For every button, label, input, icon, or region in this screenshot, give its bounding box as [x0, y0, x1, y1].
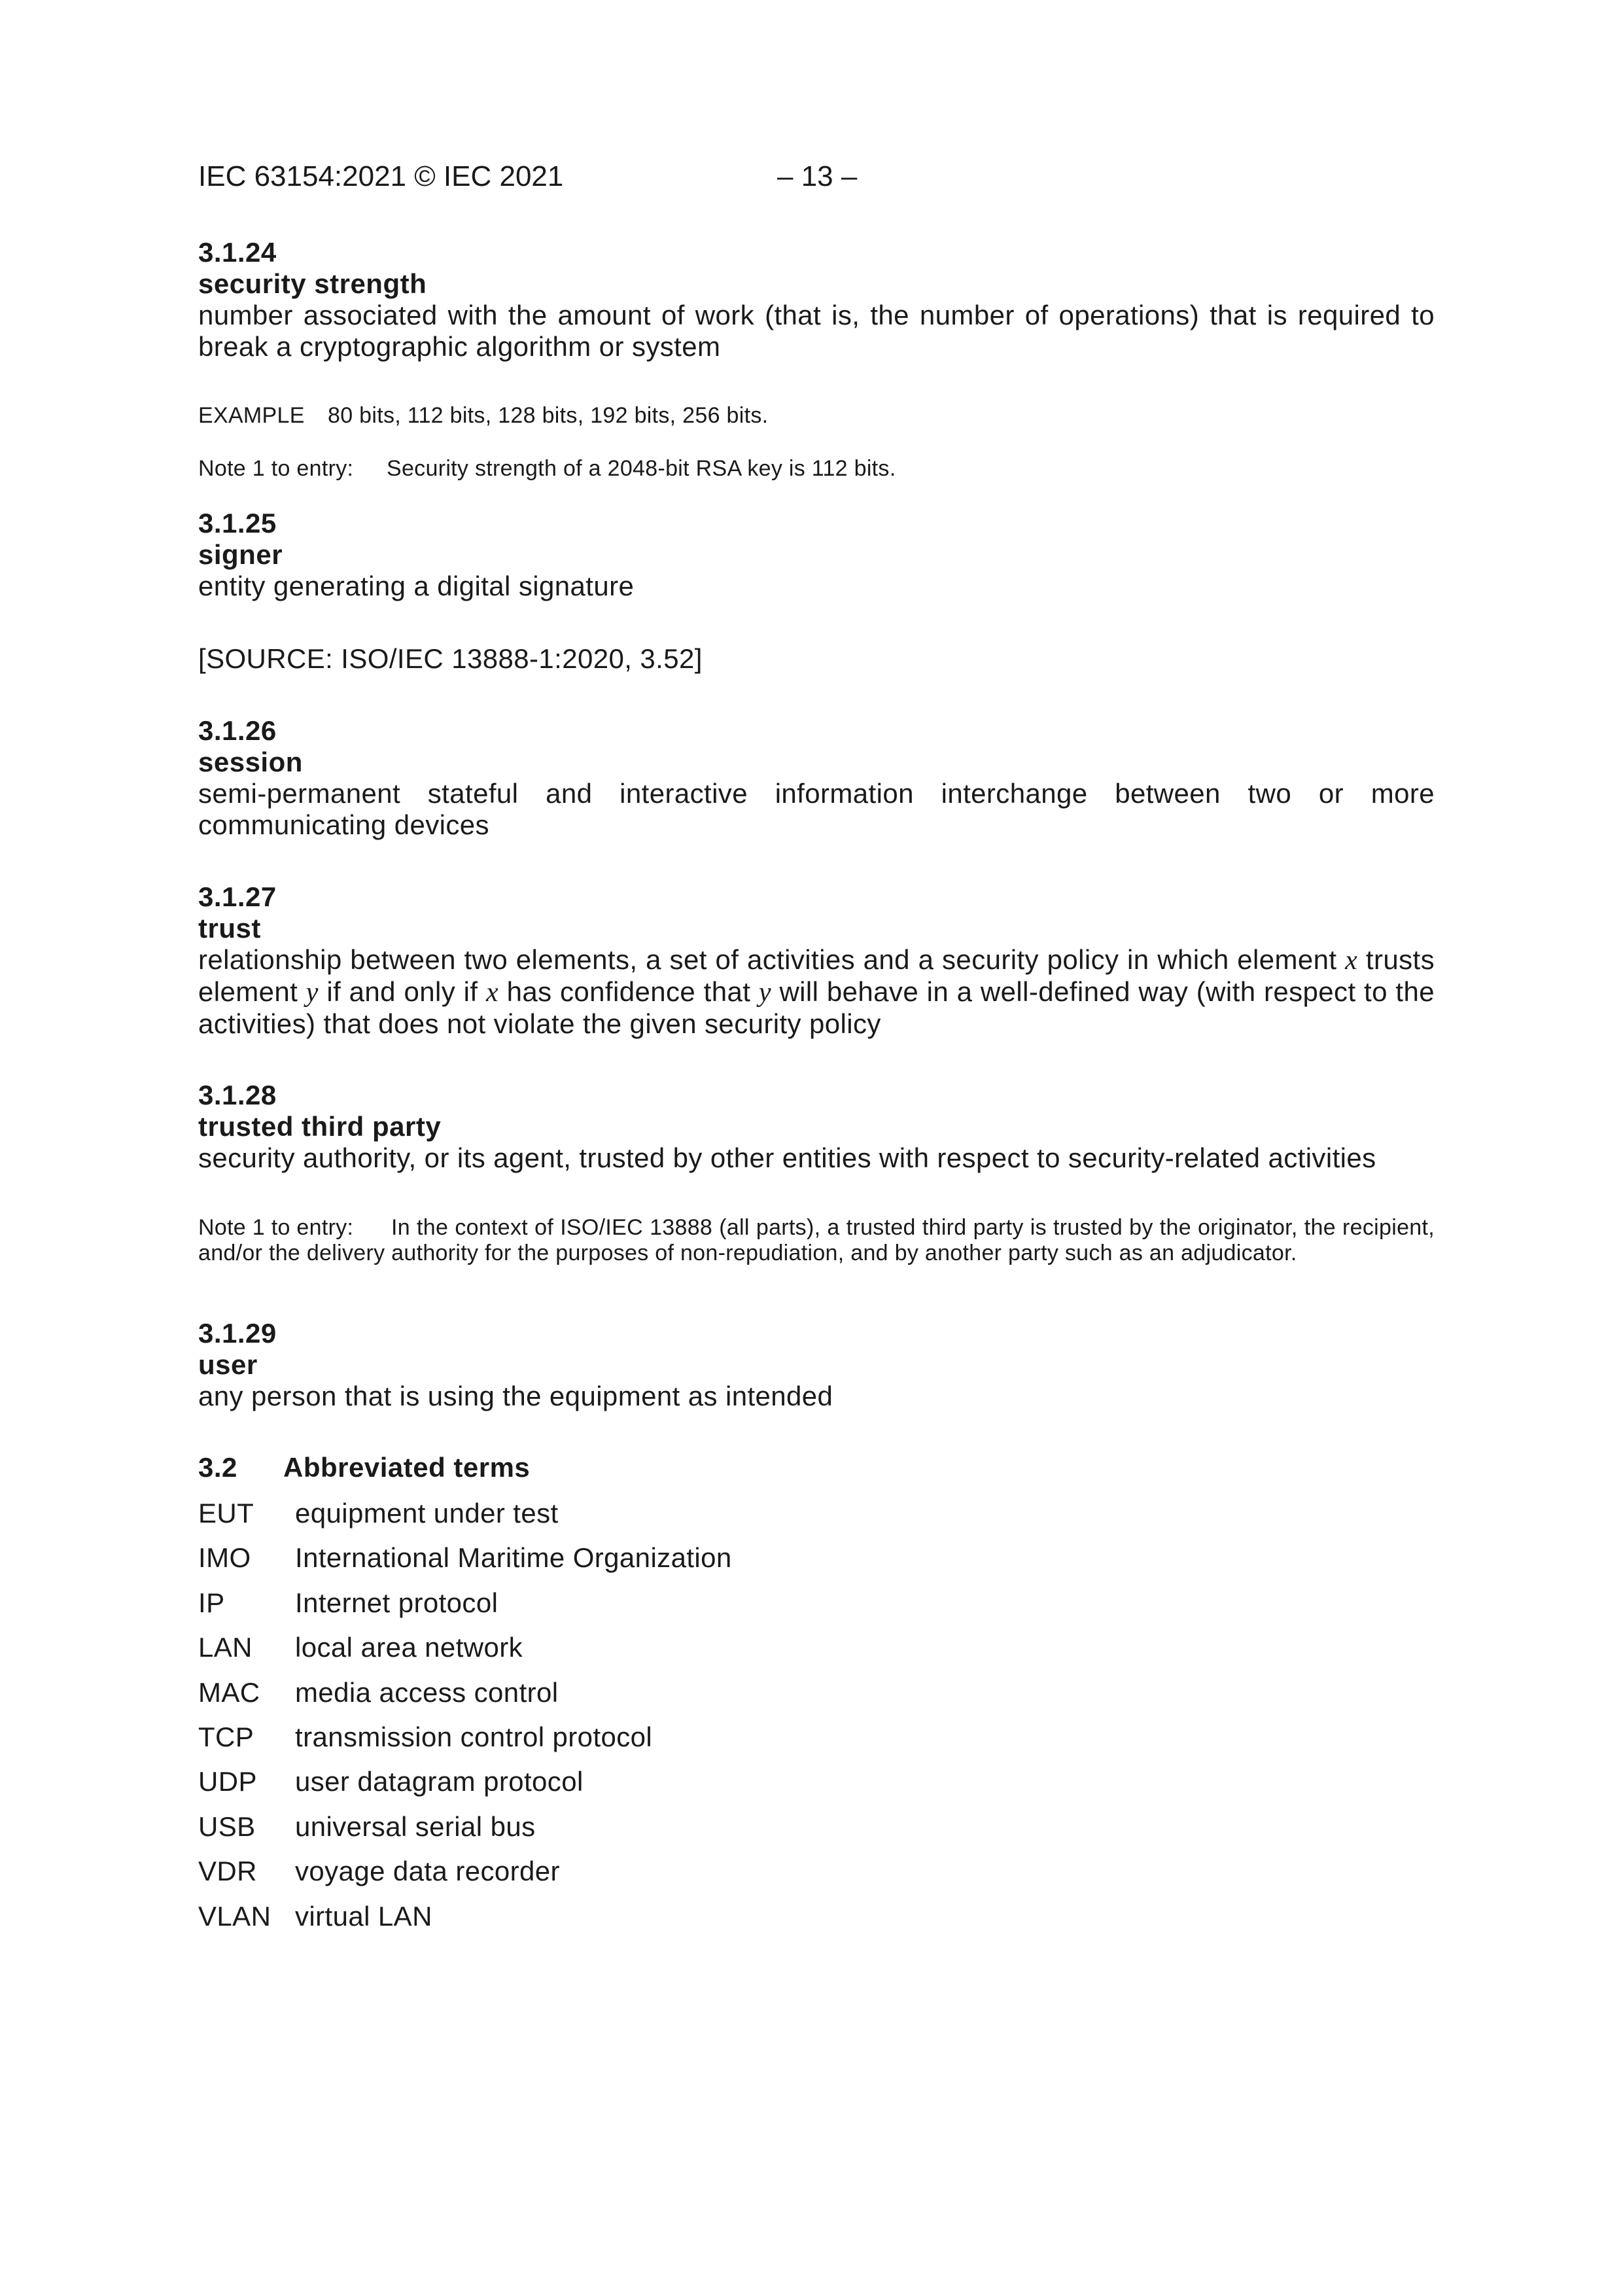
- term-number: 3.1.28: [198, 1080, 277, 1110]
- term-definition: any person that is using the equipment as intended: [198, 1381, 833, 1411]
- note-text: In the context of ISO/IEC 13888 (all parts), a trusted third party is trusted by the originator, the recipient, and/or the delivery authority for the purposes of non-repudiation, and by another party such as an adjudicator.: [198, 1215, 1435, 1265]
- abbreviation-meaning: media access control: [295, 1676, 559, 1708]
- source-reference: [SOURCE: ISO/IEC 13888-1:2020, 3.52]: [198, 643, 703, 674]
- term-entry-3-1-24: [198, 237, 1435, 362]
- abbreviation: VDR: [198, 1856, 257, 1887]
- note-paragraph: [198, 1215, 1435, 1266]
- example-line: [198, 403, 1435, 429]
- abbreviation-meaning: local area network: [295, 1632, 523, 1663]
- variable-x: x: [1345, 945, 1358, 976]
- abbreviation-row: [198, 1677, 732, 1722]
- section-number: 3.2: [198, 1452, 237, 1483]
- term-number: 3.1.29: [198, 1318, 277, 1349]
- term-definition: entity generating a digital signature: [198, 571, 635, 601]
- term-number: 3.1.24: [198, 237, 277, 268]
- abbreviation-meaning: Internet protocol: [295, 1587, 498, 1618]
- page-number: – 13 –: [777, 160, 858, 192]
- abbreviation-row: [198, 1901, 732, 1945]
- abbreviation-row: [198, 1498, 732, 1542]
- example-text: 80 bits, 112 bits, 128 bits, 192 bits, 256 bits.: [328, 403, 769, 428]
- term-name: trust: [198, 913, 261, 944]
- document-page: [198, 0, 1435, 2296]
- term-entry-3-1-25: [198, 508, 1435, 602]
- variable-y: y: [758, 978, 771, 1008]
- abbreviation: LAN: [198, 1632, 253, 1663]
- abbreviation-row: [198, 1632, 732, 1676]
- term-name: user: [198, 1349, 258, 1380]
- term-entry-3-1-29: [198, 1318, 1435, 1412]
- abbreviation-list: [198, 1498, 732, 1945]
- abbreviation: UDP: [198, 1766, 257, 1797]
- term-definition: relationship between two elements, a set of activities and a security policy in which element x trusts element y if and only if x has confidence that y will behave in a well-defined way (with respect to the activities) that does not violate the given security policy: [198, 944, 1435, 1039]
- term-number: 3.1.25: [198, 508, 277, 539]
- abbreviation: USB: [198, 1810, 256, 1842]
- abbreviation-meaning: voyage data recorder: [295, 1856, 560, 1887]
- abbreviation-meaning: equipment under test: [295, 1498, 559, 1528]
- term-definition: number associated with the amount of work (that is, the number of operations) that is required to break a cryptographic algorithm or system: [198, 300, 1435, 362]
- term-number: 3.1.26: [198, 715, 277, 746]
- abbreviation: IMO: [198, 1542, 251, 1574]
- term-name: session: [198, 747, 303, 777]
- abbreviation-meaning: International Maritime Organization: [295, 1542, 732, 1574]
- abbreviation: IP: [198, 1587, 225, 1618]
- note-text: Security strength of a 2048-bit RSA key is 112 bits.: [387, 456, 896, 481]
- abbreviation: TCP: [198, 1721, 254, 1752]
- term-definition: semi-permanent stateful and interactive information interchange between two or more communicating devices: [198, 778, 1435, 840]
- abbreviation-row: [198, 1811, 732, 1856]
- abbreviation-meaning: user datagram protocol: [295, 1766, 584, 1797]
- term-entry-3-1-28: [198, 1080, 1435, 1174]
- term-definition: security authority, or its agent, trusted by other entities with respect to security-related activities: [198, 1142, 1376, 1173]
- abbreviation: MAC: [198, 1676, 260, 1708]
- term-name: trusted third party: [198, 1111, 442, 1142]
- note-label: Note 1 to entry:: [198, 1215, 354, 1240]
- abbreviation-row: [198, 1542, 732, 1587]
- header-standard-id: IEC 63154:2021 © IEC 2021: [198, 160, 564, 192]
- term-name: security strength: [198, 268, 427, 299]
- abbreviation-row: [198, 1766, 732, 1810]
- section-title: Abbreviated terms: [283, 1452, 531, 1483]
- term-entry-3-1-26: [198, 715, 1435, 841]
- term-number: 3.1.27: [198, 881, 277, 912]
- example-label: EXAMPLE: [198, 403, 305, 428]
- abbreviation: VLAN: [198, 1900, 271, 1932]
- abbreviation-row: [198, 1856, 732, 1900]
- abbreviation-row: [198, 1587, 732, 1632]
- abbreviation: EUT: [198, 1498, 254, 1528]
- note-label: Note 1 to entry:: [198, 456, 354, 481]
- term-entry-3-1-27: [198, 881, 1435, 1040]
- term-name: signer: [198, 539, 283, 570]
- abbreviation-row: [198, 1722, 732, 1766]
- section-heading: [198, 1452, 530, 1483]
- abbreviation-meaning: transmission control protocol: [295, 1721, 653, 1752]
- variable-y: y: [305, 978, 319, 1008]
- abbreviation-meaning: universal serial bus: [295, 1810, 536, 1842]
- note-line: [198, 456, 1435, 482]
- abbreviation-meaning: virtual LAN: [295, 1900, 432, 1932]
- variable-x: x: [485, 978, 499, 1008]
